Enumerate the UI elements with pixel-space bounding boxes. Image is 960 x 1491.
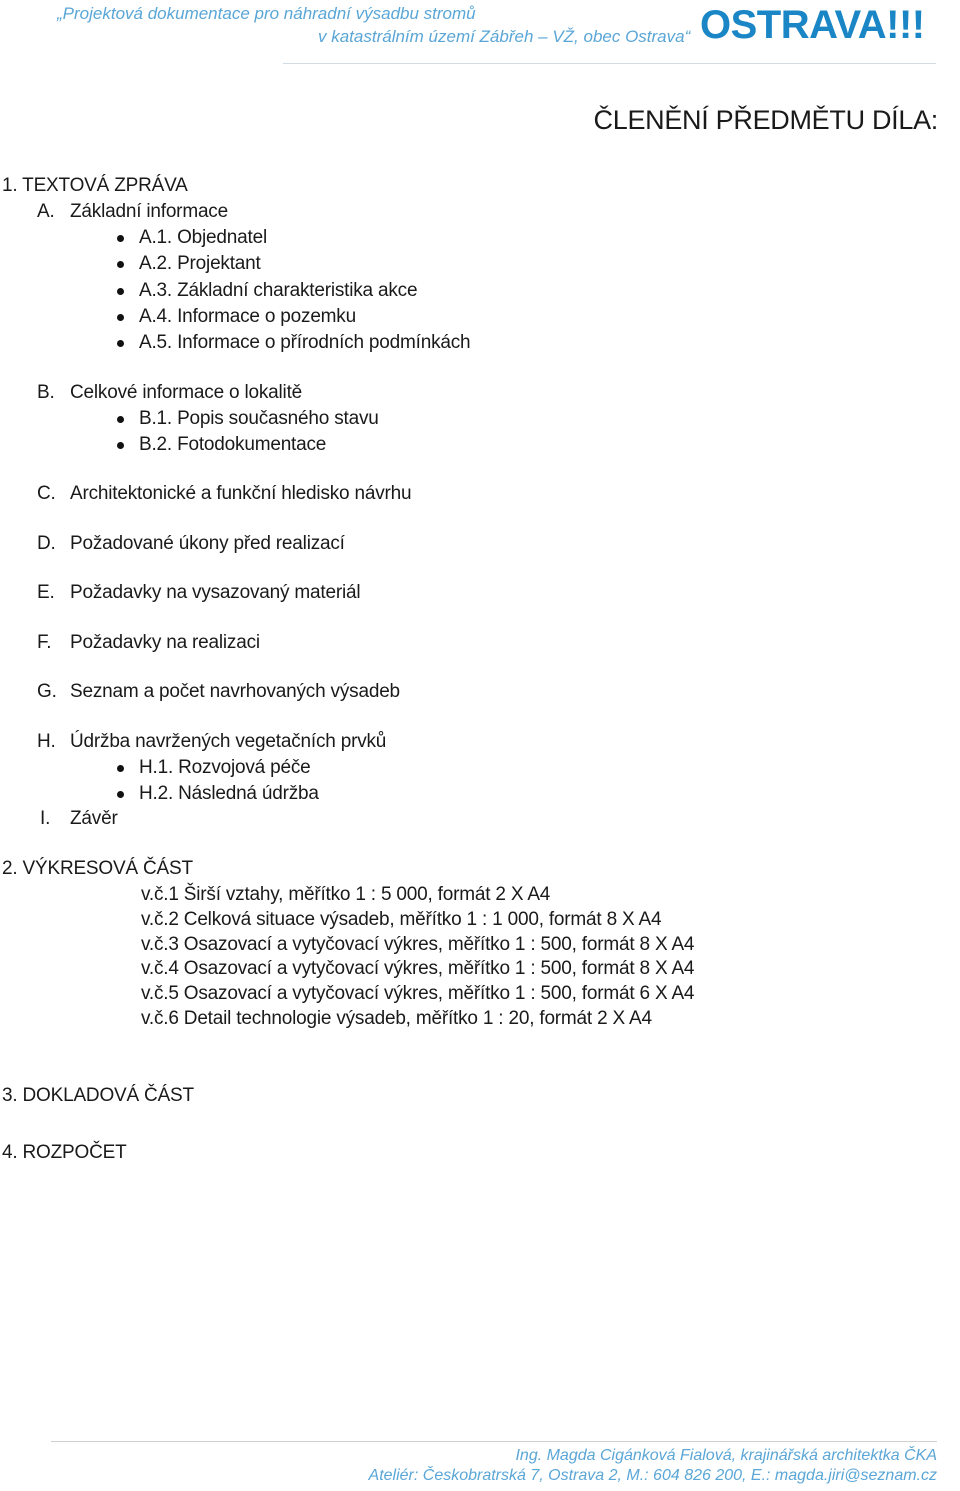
bullet-icon (117, 235, 124, 242)
item-i-label: Závěr (70, 808, 118, 829)
item-h2: H.2. Následná údržba (139, 783, 319, 804)
bullet-icon (117, 765, 124, 772)
drawing-3: v.č.3 Osazovací a vytyčovací výkres, měřítko 1 : 500, formát 8 X A4 (141, 934, 695, 955)
item-g-letter: G. (37, 681, 57, 702)
header-divider (283, 63, 936, 64)
project-title-line2: v katastrálním území Zábřeh – VŽ, obec Ostrava“ (318, 27, 691, 46)
bullet-icon (117, 791, 124, 798)
bullet-icon (117, 442, 124, 449)
item-b2: B.2. Fotodokumentace (139, 434, 327, 455)
item-b-label: Celkové informace o lokalitě (70, 382, 303, 403)
item-c-letter: C. (37, 483, 56, 504)
item-d-label: Požadované úkony před realizací (70, 533, 345, 554)
item-h-letter: H. (37, 731, 56, 752)
ostrava-logo: OSTRAVA!!! (700, 3, 925, 47)
bullet-icon (117, 314, 124, 321)
section-4-heading: 4. ROZPOČET (2, 1142, 127, 1163)
drawing-2: v.č.2 Celková situace výsadeb, měřítko 1 : 1 000, formát 8 X A4 (141, 909, 662, 930)
footer-address: Ateliér: Českobratrská 7, Ostrava 2, M.: 604 826 200, E.: magda.jiri@seznam.cz (368, 1467, 937, 1484)
drawing-5: v.č.5 Osazovací a vytyčovací výkres, měřítko 1 : 500, formát 6 X A4 (141, 983, 695, 1004)
item-b1: B.1. Popis současného stavu (139, 408, 379, 429)
section-1-heading: 1. TEXTOVÁ ZPRÁVA (2, 175, 188, 196)
bullet-icon (117, 416, 124, 423)
item-a5: A.5. Informace o přírodních podmínkách (139, 332, 471, 353)
item-b-letter: B. (37, 382, 55, 403)
bullet-icon (117, 340, 124, 347)
footer-author: Ing. Magda Cigánková Fialová, krajinářská architektka ČKA (515, 1447, 937, 1464)
section-3-heading: 3. DOKLADOVÁ ČÁST (2, 1085, 194, 1106)
item-h1: H.1. Rozvojová péče (139, 757, 311, 778)
item-h-label: Údržba navržených vegetačních prvků (70, 731, 387, 752)
item-a4: A.4. Informace o pozemku (139, 306, 356, 327)
item-f-letter: F. (37, 632, 52, 653)
item-a-label: Základní informace (70, 201, 228, 222)
bullet-icon (117, 288, 124, 295)
item-c-label: Architektonické a funkční hledisko návrhu (70, 483, 412, 504)
item-e-label: Požadavky na vysazovaný materiál (70, 582, 361, 603)
drawing-1: v.č.1 Širší vztahy, měřítko 1 : 5 000, formát 2 X A4 (141, 884, 551, 905)
item-a2: A.2. Projektant (139, 253, 261, 274)
footer-divider (51, 1441, 937, 1442)
drawing-6: v.č.6 Detail technologie výsadeb, měřítko 1 : 20, formát 2 X A4 (141, 1008, 652, 1029)
item-a1: A.1. Objednatel (139, 227, 267, 248)
item-f-label: Požadavky na realizaci (70, 632, 260, 653)
section-2-heading: 2. VÝKRESOVÁ ČÁST (2, 858, 193, 879)
drawing-4: v.č.4 Osazovací a vytyčovací výkres, měřítko 1 : 500, formát 8 X A4 (141, 958, 695, 979)
item-g-label: Seznam a počet navrhovaných výsadeb (70, 681, 400, 702)
page-title: ČLENĚNÍ PŘEDMĚTU DÍLA: (593, 105, 938, 135)
item-e-letter: E. (37, 582, 55, 603)
bullet-icon (117, 261, 124, 268)
project-title-line1: „Projektová dokumentace pro náhradní výsadbu stromů (57, 4, 476, 23)
item-i-letter: I. (40, 808, 51, 829)
item-d-letter: D. (37, 533, 56, 554)
item-a3: A.3. Základní charakteristika akce (139, 280, 418, 301)
item-a-letter: A. (37, 201, 55, 222)
